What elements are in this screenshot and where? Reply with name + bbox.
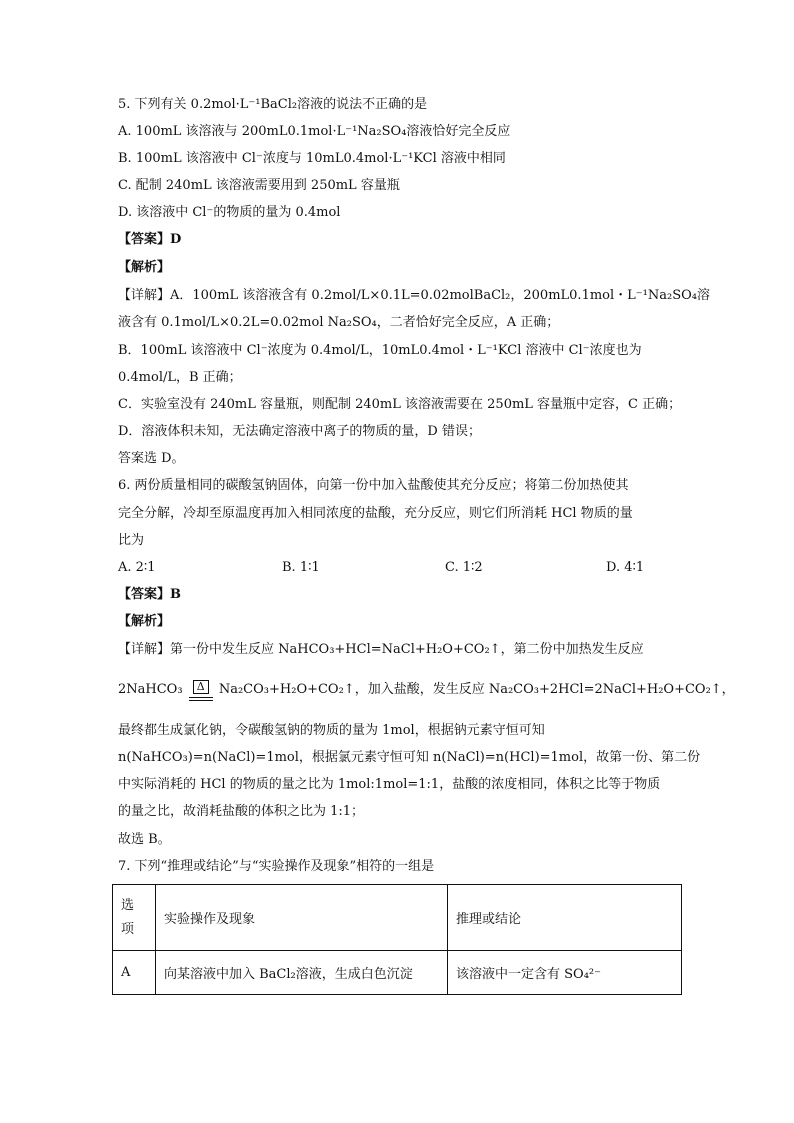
row-operation: 向某溶液中加入 BaCl₂溶液，生成白色沉淀 (156, 951, 448, 995)
q6-stem-line: 完全分解，冷却至原温度再加入相同浓度的盐酸，充分反应，则它们所消耗 HCl 物质的量 (118, 506, 633, 521)
table-header-row (113, 885, 682, 951)
delta-label: Δ (193, 680, 209, 694)
row-option: A (113, 951, 156, 995)
row-conclusion: 该溶液中一定含有 SO₄²⁻ (448, 951, 682, 995)
q6-option-d: D. 4∶1 (606, 560, 645, 575)
q7-table (112, 884, 682, 995)
q5-option-a: A. 100mL 该溶液与 200mL0.1mol·L⁻¹Na₂SO₄溶液恰好完全反应 (118, 124, 511, 139)
q6-option-b: B. 1∶1 (282, 560, 320, 575)
heating-condition-symbol (189, 678, 213, 701)
q5-detail-line: 液含有 0.1mol/L×0.2L=0.02mol Na₂SO₄，二者恰好完全反应，A 正确； (118, 315, 560, 330)
q6-option-a: A. 2∶1 (118, 560, 156, 575)
q6-equation (118, 678, 735, 701)
q5-analysis-label: 【解析】 (118, 260, 171, 275)
q5-detail-line: 答案选 D。 (118, 451, 185, 466)
q5-option-d: D. 该溶液中 Cl⁻的物质的量为 0.4mol (118, 205, 341, 220)
q6-option-c: C. 1∶2 (445, 560, 483, 575)
q5-detail-line: 【详解】A．100mL 该溶液含有 0.2mol/L×0.1L=0.02molBaCl₂，200mL0.1mol・L⁻¹Na₂SO₄溶 (118, 288, 710, 303)
q5-option-c: C. 配制 240mL 该溶液需要用到 250mL 容量瓶 (118, 178, 400, 193)
q6-stem-line: 6. 两份质量相同的碳酸氢钠固体，向第一份中加入盐酸使其充分反应；将第二份加热使其 (118, 478, 629, 493)
q5-detail-line: D．溶液体积未知，无法确定溶液中离子的物质的量，D 错误； (118, 424, 481, 439)
q5-detail-line: B．100mL 该溶液中 Cl⁻浓度为 0.4mol/L，10mL0.4mol・L⁻¹KCl 溶液中 Cl⁻浓度也为 (118, 343, 642, 358)
equation-products: Na₂CO₃+H₂O+CO₂↑，加入盐酸，发生反应 Na₂CO₃+2HCl=2NaCl+H₂O+CO₂↑， (218, 682, 735, 697)
q6-detail-line: 的量之比，故消耗盐酸的体积之比为 1:1； (118, 804, 365, 819)
header-operation: 实验操作及现象 (156, 885, 448, 951)
q7-stem: 7. 下列“推理或结论”与“实验操作及现象”相符的一组是 (118, 859, 435, 874)
q5-answer: 【答案】D (118, 232, 182, 247)
q6-answer: 【答案】B (118, 587, 181, 602)
q6-stem-line: 比为 (118, 533, 145, 548)
header-conclusion: 推理或结论 (448, 885, 682, 951)
q5-detail-line: 0.4mol/L，B 正确； (118, 370, 242, 385)
equals-bar (189, 697, 213, 701)
q5-detail-line: C．实验室没有 240mL 容量瓶，则配制 240mL 该溶液需要在 250mL 容量瓶中定容，C 正确； (118, 397, 682, 412)
q6-analysis-label: 【解析】 (118, 614, 171, 629)
q5-stem: 5. 下列有关 0.2mol·L⁻¹BaCl₂溶液的说法不正确的是 (118, 97, 428, 112)
q6-detail-line: 故选 B。 (118, 832, 171, 847)
q6-detail-line: 最终都生成氯化钠，令碳酸氢钠的物质的量为 1mol，根据钠元素守恒可知 (118, 723, 545, 738)
table-row (113, 951, 682, 995)
q6-detail-line: 【详解】第一份中发生反应 NaHCO₃+HCl=NaCl+H₂O+CO₂↑，第二份中加热发生反应 (118, 642, 644, 657)
q6-detail-line: n(NaHCO₃)=n(NaCl)=1mol，根据氯元素守恒可知 n(NaCl)=n(HCl)=1mol，故第一份、第二份 (118, 750, 701, 765)
q5-option-b: B. 100mL 该溶液中 Cl⁻浓度与 10mL0.4mol·L⁻¹KCl 溶液中相同 (118, 151, 506, 166)
equation-reactant: 2NaHCO₃ (118, 682, 183, 697)
header-option: 选项 (113, 885, 156, 951)
q6-detail-line: 中实际消耗的 HCl 的物质的量之比为 1mol:1mol=1:1，盐酸的浓度相同，体积之比等于物质 (118, 777, 661, 792)
